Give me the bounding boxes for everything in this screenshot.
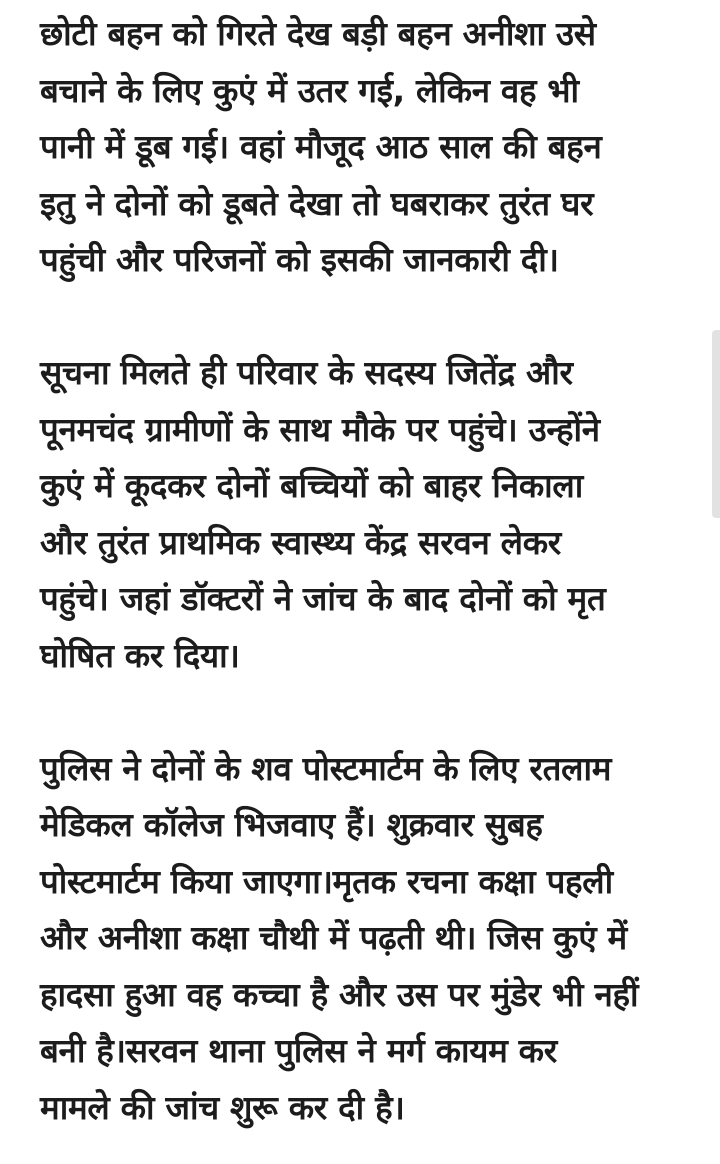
text-line: हादसा हुआ वह कच्चा है और उस पर मुंडेर भी नहीं (40, 974, 639, 1014)
text-line: छोटी बहन को गिरते देख बड़ी बहन अनीशा उसे (40, 14, 596, 53)
text-line: मेडिकल कॉलेज भिजवाए हैं। शुक्रवार सुबह (40, 805, 543, 844)
text-line: और तुरंत प्राथमिक स्वास्थ्य केंद्र सरवन लेकर (40, 522, 561, 562)
text-line: इतु ने दोनों को डूबते देखा तो घबराकर तुरंत घर (40, 183, 594, 223)
paragraph-3 (40, 741, 700, 1137)
text-line: पूनमचंद ग्रामीणों के साथ मौके पर पहुंचे। उन्होंने (40, 409, 600, 449)
article-body (40, 6, 700, 1136)
text-line: पानी में डूब गई। वहां मौजूद आठ साल की बहन (40, 127, 602, 166)
paragraph-2 (40, 345, 700, 684)
text-line: पोस्टमार्टम किया जाएगा।मृतक रचना कक्षा पहली (40, 861, 613, 901)
text-line: बचाने के लिए कुएं में उतर गई, लेकिन वह भी (40, 70, 579, 110)
text-line: मामले की जांच शुरू कर दी है। (40, 1087, 405, 1127)
text-line: कुएं में कूदकर दोनों बच्चियों को बाहर निकाला (40, 466, 584, 505)
text-line: पुलिस ने दोनों के शव पोस्टमार्टम के लिए रतलाम (40, 748, 612, 788)
text-line: बनी है।सरवन थाना पुलिस ने मर्ग कायम कर (40, 1031, 557, 1070)
text-line: पहुंचे। जहां डॉक्टरों ने जांच के बाद दोनों को मृत (40, 579, 606, 618)
paragraph-1 (40, 6, 700, 289)
text-line: घोषित कर दिया। (40, 635, 240, 675)
text-line: सूचना मिलते ही परिवार के सदस्य जितेंद्र और (40, 353, 573, 392)
scrollbar-thumb[interactable] (712, 330, 720, 518)
text-line: और अनीशा कक्षा चौथी में पढ़ती थी। जिस कुएं में (40, 918, 627, 957)
text-line: पहुंची और परिजनों को इसकी जानकारी दी। (40, 240, 559, 279)
